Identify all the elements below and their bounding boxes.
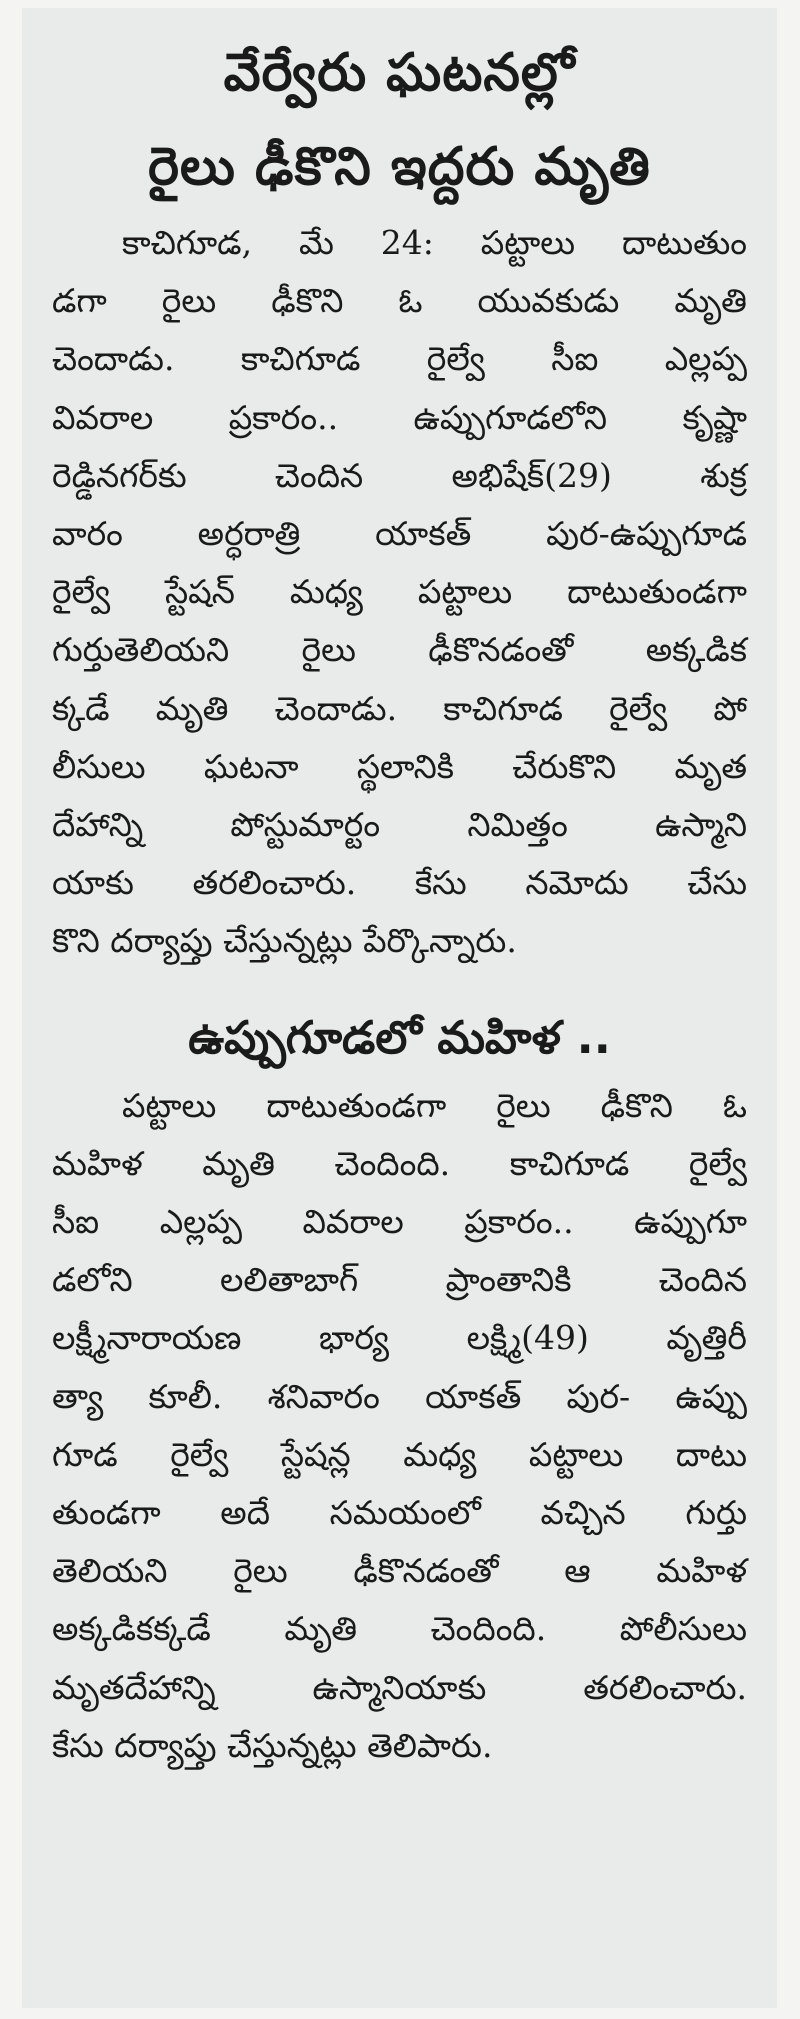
story-2-line: మహిళ మృతి చెందింది. కాచిగూడ రైల్వే bbox=[52, 1143, 747, 1183]
story-2-line: మృతదేహాన్ని ఉస్మానియాకు తరలించారు. bbox=[52, 1667, 747, 1707]
story-1 bbox=[52, 214, 747, 971]
story-2-line: పట్టాలు దాటుతుండగా రైలు ఢీకొని ఓ bbox=[122, 1085, 747, 1125]
story-2-line: కేసు దర్యాప్తు చేస్తున్నట్లు తెలిపారు. bbox=[52, 1725, 493, 1765]
headline-line-2: రైలు ఢీకొని ఇద్దరు మృతి bbox=[148, 137, 651, 197]
story-2-line: లక్ష్మీనారాయణ భార్య లక్ష్మి(49) వృత్తిరీ bbox=[52, 1318, 747, 1358]
story-1-line: గుర్తుతెలియని రైలు ఢీకొనడంతో అక్కడిక bbox=[52, 630, 747, 670]
headline bbox=[52, 26, 747, 214]
story-2 bbox=[52, 1077, 747, 1775]
subheading: ఉప్పుగూడలో మహిళ .. bbox=[188, 1010, 611, 1064]
story-1-line: డగా రైలు ఢీకొని ఓ యువకుడు మృతి bbox=[52, 281, 747, 321]
story-2-line: గూడ రైల్వే స్టేషన్ల మధ్య పట్టాలు దాటు bbox=[52, 1434, 747, 1474]
story-1-line: క్కడే మృతి చెందాడు. కాచిగూడ రైల్వే పో bbox=[52, 688, 747, 728]
story-1-line: చెందాడు. కాచిగూడ రైల్వే సీఐ ఎల్లప్ప bbox=[52, 339, 747, 379]
headline-line-1: వేర్వేరు ఘటనల్లో bbox=[223, 43, 576, 103]
story-2-line: సీఐ ఎల్లప్ప వివరాల ప్రకారం.. ఉప్పుగూ bbox=[52, 1202, 747, 1242]
story-1-line: యాకు తరలించారు. కేసు నమోదు చేసు bbox=[52, 863, 747, 903]
story-1-line: దేహాన్ని పోస్టుమార్టం నిమిత్తం ఉస్మాని bbox=[52, 805, 747, 845]
story-1-line: రైల్వే స్టేషన్ మధ్య పట్టాలు దాటుతుండగా bbox=[52, 572, 747, 612]
story-2-line: అక్కడికక్కడే మృతి చెందింది. పోలీసులు bbox=[52, 1609, 747, 1649]
story-2-line: తుండగా అదే సమయంలో వచ్చిన గుర్తు bbox=[52, 1493, 747, 1533]
story-1-line: వారం అర్ధరాత్రి యాకత్ పుర-ఉప్పుగూడ bbox=[52, 514, 747, 554]
story-1-line: లీసులు ఘటనా స్థలానికి చేరుకొని మృత bbox=[52, 746, 747, 786]
story-2-line: డలోని లలితాబాగ్ ప్రాంతానికి చెందిన bbox=[52, 1260, 747, 1300]
story-1-line: కొని దర్యాప్తు చేస్తున్నట్లు పేర్కొన్నారు. bbox=[52, 921, 517, 961]
story-1-line: వివరాల ప్రకారం.. ఉప్పుగూడలోని కృష్ణా bbox=[52, 397, 747, 437]
story-2-line: త్యా కూలీ. శనివారం యాకత్ పుర- ఉప్పు bbox=[52, 1376, 747, 1416]
story-1-line: రెడ్డినగర్‌కు చెందిన అభిషేక్(29) శుక్ర bbox=[52, 455, 747, 495]
news-clipping bbox=[22, 8, 777, 2008]
story-1-line: కాచిగూడ, మే 24: పట్టాలు దాటుతుం bbox=[122, 223, 747, 262]
story-2-line: తెలియని రైలు ఢీకొనడంతో ఆ మహిళ bbox=[52, 1551, 747, 1591]
